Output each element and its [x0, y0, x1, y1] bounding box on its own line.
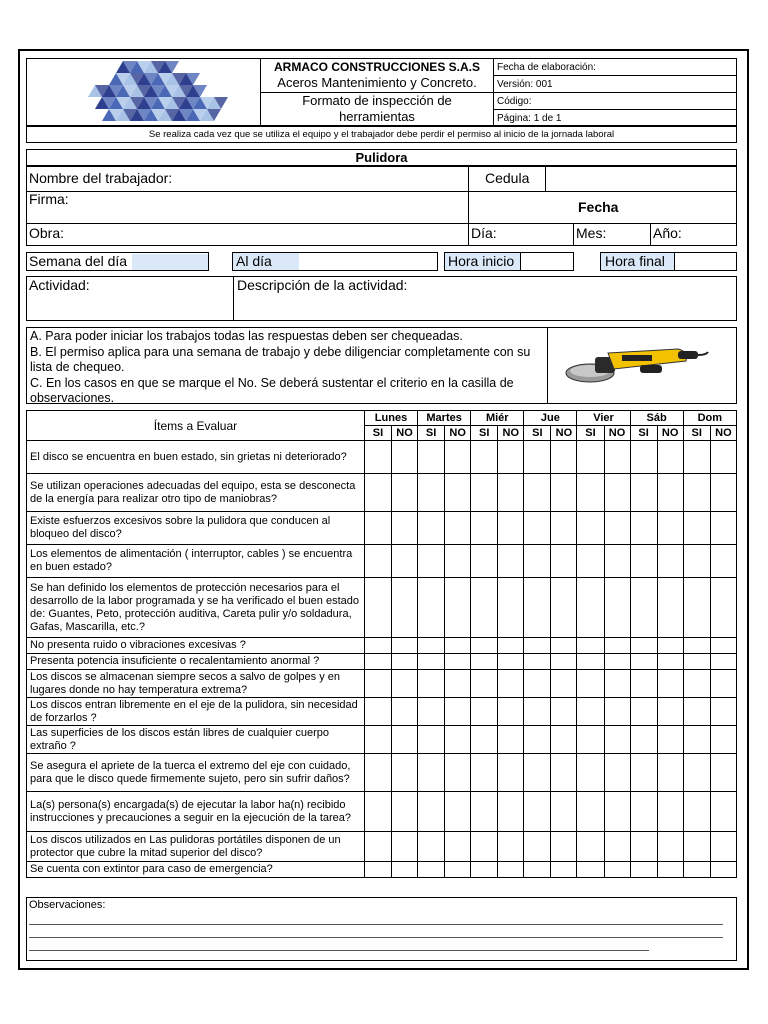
table-row [27, 638, 737, 654]
no-check-cell[interactable] [710, 832, 736, 862]
no-header: NO [551, 426, 577, 441]
no-check-cell[interactable] [392, 474, 418, 512]
no-check-cell[interactable] [657, 792, 683, 832]
inspection-form [18, 49, 749, 970]
no-check-cell[interactable] [392, 545, 418, 578]
si-check-cell[interactable] [630, 654, 657, 670]
table-row [27, 698, 737, 726]
no-check-cell[interactable] [551, 578, 577, 638]
si-check-cell[interactable] [630, 698, 657, 726]
no-check-cell[interactable] [710, 726, 736, 754]
si-check-cell[interactable] [418, 441, 445, 474]
no-check-cell[interactable] [710, 754, 736, 792]
si-check-cell[interactable] [418, 726, 445, 754]
si-check-cell[interactable] [577, 474, 604, 512]
no-header: NO [604, 426, 630, 441]
si-check-cell[interactable] [364, 578, 391, 638]
day-header: Sáb [630, 411, 683, 426]
semana-label: Semana del día [29, 253, 128, 269]
anio-label: Año: [653, 225, 682, 241]
no-check-cell[interactable] [498, 578, 524, 638]
day-header: Dom [683, 411, 736, 426]
no-check-cell[interactable] [392, 792, 418, 832]
si-check-cell[interactable] [364, 545, 391, 578]
no-check-cell[interactable] [604, 862, 630, 878]
si-check-cell[interactable] [471, 726, 498, 754]
no-check-cell[interactable] [498, 638, 524, 654]
si-check-cell[interactable] [471, 754, 498, 792]
mes-label: Mes: [576, 225, 607, 241]
si-check-cell[interactable] [577, 862, 604, 878]
day-header: Miér [471, 411, 524, 426]
no-check-cell[interactable] [710, 512, 736, 545]
table-row [27, 726, 737, 754]
fecha-elaboracion: Fecha de elaboración: [497, 62, 596, 73]
observaciones-label: Observaciones: [29, 899, 106, 911]
no-check-cell[interactable] [498, 726, 524, 754]
no-check-cell[interactable] [392, 832, 418, 862]
si-check-cell[interactable] [524, 545, 551, 578]
si-check-cell[interactable] [577, 512, 604, 545]
company-subtitle: Aceros Mantenimiento y Concreto. [277, 75, 477, 90]
si-check-cell[interactable] [630, 545, 657, 578]
si-check-cell[interactable] [418, 474, 445, 512]
no-check-cell[interactable] [445, 832, 471, 862]
no-check-cell[interactable] [710, 670, 736, 698]
no-header: NO [498, 426, 524, 441]
no-check-cell[interactable] [445, 512, 471, 545]
si-check-cell[interactable] [630, 441, 657, 474]
si-check-cell[interactable] [683, 754, 710, 792]
si-check-cell[interactable] [577, 654, 604, 670]
no-header: NO [445, 426, 471, 441]
si-check-cell[interactable] [683, 545, 710, 578]
no-check-cell[interactable] [551, 654, 577, 670]
si-check-cell[interactable] [577, 832, 604, 862]
no-check-cell[interactable] [604, 512, 630, 545]
si-header: SI [683, 426, 710, 441]
si-check-cell[interactable] [364, 670, 391, 698]
si-check-cell[interactable] [418, 698, 445, 726]
no-check-cell[interactable] [392, 862, 418, 878]
angle-grinder-icon [560, 339, 710, 389]
si-check-cell[interactable] [524, 512, 551, 545]
item-question: Presenta potencia insuficiente o recalentamiento anormal ? [27, 654, 365, 670]
no-check-cell[interactable] [392, 726, 418, 754]
no-check-cell[interactable] [710, 578, 736, 638]
no-check-cell[interactable] [498, 654, 524, 670]
no-check-cell[interactable] [551, 474, 577, 512]
no-check-cell[interactable] [710, 474, 736, 512]
no-check-cell[interactable] [551, 545, 577, 578]
item-question: Los discos se almacenan siempre secos a salvo de golpes y en lugares donde no hay temperatura extrema? [27, 670, 365, 698]
nombre-label: Nombre del trabajador: [29, 170, 173, 186]
no-check-cell[interactable] [551, 832, 577, 862]
si-check-cell[interactable] [471, 832, 498, 862]
no-check-cell[interactable] [498, 698, 524, 726]
item-question: Los discos utilizados en Las pulidoras portátiles disponen de un protector que cubre la mitad superior del disco? [27, 832, 365, 862]
si-check-cell[interactable] [577, 670, 604, 698]
evaluation-table [26, 410, 737, 878]
no-check-cell[interactable] [604, 832, 630, 862]
firma-label: Firma: [29, 191, 69, 207]
no-check-cell[interactable] [657, 654, 683, 670]
si-check-cell[interactable] [630, 754, 657, 792]
si-check-cell[interactable] [471, 792, 498, 832]
si-check-cell[interactable] [577, 698, 604, 726]
no-check-cell[interactable] [551, 512, 577, 545]
no-check-cell[interactable] [604, 670, 630, 698]
table-row [27, 832, 737, 862]
document-title: Formato de inspección de herramientas [302, 93, 452, 124]
header-note: Se realiza cada vez que se utiliza el equipo y el trabajador debe perdir el permiso al inicio de la jornada laboral [148, 129, 615, 140]
instructions-text [30, 329, 545, 407]
si-check-cell[interactable] [418, 670, 445, 698]
si-header: SI [364, 426, 391, 441]
day-header: Jue [524, 411, 577, 426]
si-check-cell[interactable] [471, 441, 498, 474]
no-check-cell[interactable] [392, 441, 418, 474]
si-check-cell[interactable] [418, 654, 445, 670]
cedula-label: Cedula [485, 170, 530, 186]
si-check-cell[interactable] [524, 698, 551, 726]
si-check-cell[interactable] [524, 654, 551, 670]
si-check-cell[interactable] [524, 670, 551, 698]
si-check-cell[interactable] [418, 792, 445, 832]
semana-input[interactable] [132, 254, 208, 270]
si-check-cell[interactable] [683, 638, 710, 654]
si-check-cell[interactable] [364, 698, 391, 726]
no-check-cell[interactable] [710, 441, 736, 474]
instruction-b: B. El permiso aplica para una semana de trabajo y debe diligenciar completamente con su lista de chequeo. [30, 344, 531, 374]
table-row [27, 512, 737, 545]
si-check-cell[interactable] [577, 638, 604, 654]
si-check-cell[interactable] [524, 862, 551, 878]
no-check-cell[interactable] [657, 578, 683, 638]
table-row [27, 754, 737, 792]
si-check-cell[interactable] [524, 474, 551, 512]
instruction-a: A. Para poder iniciar los trabajos todas las respuestas deben ser chequeadas. [30, 329, 463, 343]
si-header: SI [524, 426, 551, 441]
si-check-cell[interactable] [471, 638, 498, 654]
si-check-cell[interactable] [524, 754, 551, 792]
si-check-cell[interactable] [683, 670, 710, 698]
si-check-cell[interactable] [418, 578, 445, 638]
si-check-cell[interactable] [364, 754, 391, 792]
si-check-cell[interactable] [524, 792, 551, 832]
item-question: Se han definido los elementos de protección necesarios para el desarrollo de la labor programada y se ha verificado el buen estado de: Guantes, Peto, protección auditiva, Careta pulir y/o soldadura, Gafas, Mascarilla, etc.? [27, 578, 365, 638]
no-check-cell[interactable] [604, 792, 630, 832]
codigo: Código: [497, 96, 532, 107]
si-check-cell[interactable] [630, 670, 657, 698]
item-question: Se utilizan operaciones adecuadas del equipo, esta se desconecta de la energía para realizar otro tipo de maniobras? [27, 474, 365, 512]
no-check-cell[interactable] [657, 670, 683, 698]
si-check-cell[interactable] [364, 862, 391, 878]
instruction-c: C. En los casos en que se marque el No. Se deberá sustentar el criterio en la casilla de observaciones. [30, 375, 514, 405]
table-row [27, 654, 737, 670]
si-check-cell[interactable] [471, 698, 498, 726]
si-check-cell[interactable] [524, 638, 551, 654]
si-check-cell[interactable] [364, 792, 391, 832]
no-check-cell[interactable] [498, 545, 524, 578]
no-check-cell[interactable] [604, 698, 630, 726]
no-check-cell[interactable] [445, 638, 471, 654]
dia-label: Día: [471, 225, 497, 241]
si-check-cell[interactable] [577, 792, 604, 832]
si-check-cell[interactable] [683, 578, 710, 638]
si-check-cell[interactable] [630, 474, 657, 512]
table-row [27, 862, 737, 878]
no-check-cell[interactable] [657, 698, 683, 726]
si-check-cell[interactable] [683, 441, 710, 474]
si-check-cell[interactable] [524, 832, 551, 862]
no-check-cell[interactable] [445, 726, 471, 754]
no-check-cell[interactable] [657, 441, 683, 474]
no-check-cell[interactable] [392, 654, 418, 670]
si-check-cell[interactable] [630, 792, 657, 832]
no-check-cell[interactable] [710, 654, 736, 670]
table-row [27, 578, 737, 638]
item-question: Los discos entran libremente en el eje de la pulidora, sin necesidad de forzarlos ? [27, 698, 365, 726]
no-check-cell[interactable] [445, 698, 471, 726]
no-check-cell[interactable] [551, 670, 577, 698]
si-check-cell[interactable] [630, 578, 657, 638]
table-row [27, 474, 737, 512]
no-check-cell[interactable] [710, 545, 736, 578]
si-check-cell[interactable] [630, 862, 657, 878]
no-check-cell[interactable] [604, 654, 630, 670]
no-check-cell[interactable] [710, 792, 736, 832]
no-check-cell[interactable] [445, 578, 471, 638]
al-dia-label: Al día [236, 253, 272, 269]
company-name: ARMACO CONSTRUCCIONES S.A.S [273, 60, 480, 74]
si-header: SI [577, 426, 604, 441]
si-check-cell[interactable] [418, 832, 445, 862]
no-check-cell[interactable] [445, 754, 471, 792]
no-check-cell[interactable] [604, 474, 630, 512]
descripcion-label: Descripción de la actividad: [237, 277, 408, 293]
item-question: El disco se encuentra en buen estado, sin grietas ni deteriorado? [27, 441, 365, 474]
si-check-cell[interactable] [577, 726, 604, 754]
cedula-input[interactable] [546, 167, 736, 190]
table-row [27, 670, 737, 698]
no-check-cell[interactable] [445, 862, 471, 878]
no-check-cell[interactable] [657, 754, 683, 792]
si-check-cell[interactable] [683, 654, 710, 670]
no-check-cell[interactable] [710, 698, 736, 726]
no-check-cell[interactable] [604, 754, 630, 792]
si-check-cell[interactable] [364, 512, 391, 545]
no-check-cell[interactable] [392, 670, 418, 698]
si-check-cell[interactable] [364, 832, 391, 862]
si-check-cell[interactable] [630, 638, 657, 654]
si-check-cell[interactable] [418, 754, 445, 792]
si-check-cell[interactable] [683, 698, 710, 726]
no-check-cell[interactable] [551, 698, 577, 726]
no-check-cell[interactable] [710, 638, 736, 654]
no-check-cell[interactable] [445, 670, 471, 698]
no-check-cell[interactable] [392, 754, 418, 792]
hora-inicio-label: Hora inicio [448, 253, 515, 269]
si-check-cell[interactable] [471, 474, 498, 512]
no-check-cell[interactable] [551, 638, 577, 654]
si-check-cell[interactable] [418, 545, 445, 578]
no-check-cell[interactable] [392, 698, 418, 726]
no-check-cell[interactable] [498, 754, 524, 792]
si-header: SI [418, 426, 445, 441]
no-header: NO [710, 426, 736, 441]
si-check-cell[interactable] [630, 832, 657, 862]
table-row [27, 441, 737, 474]
item-question: La(s) persona(s) encargada(s) de ejecutar la labor ha(n) recibido instrucciones y precauciones a seguir en la ejecución de la tarea? [27, 792, 365, 832]
no-check-cell[interactable] [551, 862, 577, 878]
si-check-cell[interactable] [524, 726, 551, 754]
table-row [27, 792, 737, 832]
no-check-cell[interactable] [604, 726, 630, 754]
si-check-cell[interactable] [577, 545, 604, 578]
tool-name: Pulidora [355, 150, 408, 165]
no-check-cell[interactable] [551, 792, 577, 832]
si-header: SI [471, 426, 498, 441]
si-check-cell[interactable] [524, 578, 551, 638]
si-check-cell[interactable] [471, 862, 498, 878]
no-check-cell[interactable] [551, 441, 577, 474]
fecha-label: Fecha [578, 199, 619, 215]
version: Versión: 001 [497, 79, 553, 90]
si-check-cell[interactable] [630, 512, 657, 545]
si-check-cell[interactable] [364, 654, 391, 670]
no-check-cell[interactable] [498, 670, 524, 698]
no-check-cell[interactable] [604, 441, 630, 474]
item-question: Los elementos de alimentación ( interruptor, cables ) se encuentra en buen estado? [27, 545, 365, 578]
si-check-cell[interactable] [471, 545, 498, 578]
si-check-cell[interactable] [683, 726, 710, 754]
no-check-cell[interactable] [445, 474, 471, 512]
si-check-cell[interactable] [683, 792, 710, 832]
si-check-cell[interactable] [364, 474, 391, 512]
no-check-cell[interactable] [710, 862, 736, 878]
no-check-cell[interactable] [551, 754, 577, 792]
no-check-cell[interactable] [657, 832, 683, 862]
si-check-cell[interactable] [471, 670, 498, 698]
day-header: Lunes [364, 411, 417, 426]
no-check-cell[interactable] [445, 792, 471, 832]
si-check-cell[interactable] [577, 441, 604, 474]
day-header: Vier [577, 411, 630, 426]
items-header: Ítems a Evaluar [27, 411, 365, 441]
item-question: No presenta ruido o vibraciones excesivas ? [27, 638, 365, 654]
si-check-cell[interactable] [577, 754, 604, 792]
no-check-cell[interactable] [657, 638, 683, 654]
si-check-cell[interactable] [418, 512, 445, 545]
si-check-cell[interactable] [577, 578, 604, 638]
no-check-cell[interactable] [551, 726, 577, 754]
hora-final-label: Hora final [605, 253, 665, 269]
no-check-cell[interactable] [445, 654, 471, 670]
obra-label: Obra: [29, 225, 65, 241]
no-check-cell[interactable] [445, 545, 471, 578]
si-check-cell[interactable] [683, 862, 710, 878]
no-check-cell[interactable] [392, 578, 418, 638]
no-check-cell[interactable] [392, 638, 418, 654]
no-check-cell[interactable] [445, 441, 471, 474]
pagina: Página: 1 de 1 [497, 113, 562, 124]
item-question: Las superficies de los discos están libres de cualquier cuerpo extraño ? [27, 726, 365, 754]
si-check-cell[interactable] [683, 512, 710, 545]
si-check-cell[interactable] [471, 654, 498, 670]
no-check-cell[interactable] [657, 512, 683, 545]
no-check-cell[interactable] [657, 545, 683, 578]
day-header: Martes [418, 411, 471, 426]
no-check-cell[interactable] [498, 792, 524, 832]
si-check-cell[interactable] [683, 832, 710, 862]
no-check-cell[interactable] [604, 545, 630, 578]
si-check-cell[interactable] [630, 726, 657, 754]
no-check-cell[interactable] [392, 512, 418, 545]
no-check-cell[interactable] [657, 862, 683, 878]
no-check-cell[interactable] [498, 474, 524, 512]
si-check-cell[interactable] [471, 512, 498, 545]
si-check-cell[interactable] [364, 726, 391, 754]
no-header: NO [392, 426, 418, 441]
si-check-cell[interactable] [418, 862, 445, 878]
no-check-cell[interactable] [498, 441, 524, 474]
table-row [27, 545, 737, 578]
si-check-cell[interactable] [524, 441, 551, 474]
no-check-cell[interactable] [604, 578, 630, 638]
no-check-cell[interactable] [498, 862, 524, 878]
si-check-cell[interactable] [364, 441, 391, 474]
si-check-cell[interactable] [471, 578, 498, 638]
si-header: SI [630, 426, 657, 441]
no-check-cell[interactable] [657, 726, 683, 754]
actividad-label: Actividad: [29, 277, 90, 293]
no-check-cell[interactable] [604, 638, 630, 654]
no-check-cell[interactable] [657, 474, 683, 512]
si-check-cell[interactable] [418, 638, 445, 654]
item-question: Se cuenta con extintor para caso de emergencia? [27, 862, 365, 878]
no-header: NO [657, 426, 683, 441]
company-logo [80, 61, 230, 123]
item-question: Se asegura el apriete de la tuerca el extremo del eje con cuidado, para que le disco quede firmemente sujeto, pero sin sufrir daños? [27, 754, 365, 792]
no-check-cell[interactable] [498, 512, 524, 545]
no-check-cell[interactable] [498, 832, 524, 862]
item-question: Existe esfuerzos excesivos sobre la pulidora que conducen al bloqueo del disco? [27, 512, 365, 545]
si-check-cell[interactable] [683, 474, 710, 512]
si-check-cell[interactable] [364, 638, 391, 654]
